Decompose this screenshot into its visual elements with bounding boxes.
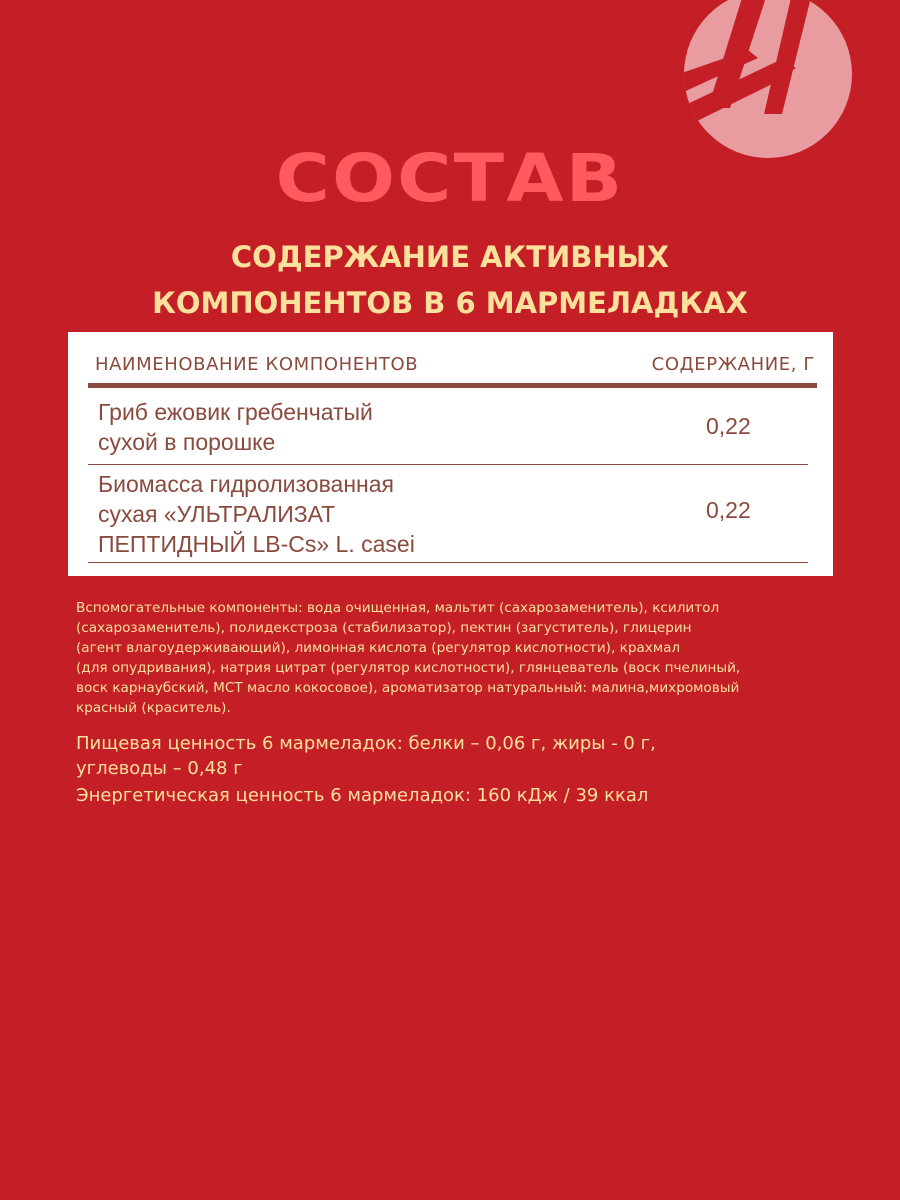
column-header-content: СОДЕРЖАНИЕ, Г: [651, 354, 815, 375]
table-row-name: [98, 469, 458, 559]
nutrition-value: [76, 731, 836, 781]
table-row-value: 0,22: [706, 413, 751, 439]
aux-line: красный (краситель).: [76, 700, 231, 716]
subtitle-line: КОМПОНЕНТОВ В 6 МАРМЕЛАДКАХ: [152, 286, 748, 320]
components-table: [68, 332, 833, 576]
brand-logo-icon: [684, 0, 852, 158]
aux-line: воск карнаубский, МСТ масло кокосовое), ароматизатор натуральный: малина,михромовый: [76, 680, 740, 696]
table-row-name: [98, 397, 458, 457]
aux-line: Вспомогательные компоненты: вода очищенная, мальтит (сахарозаменитель), ксилитол: [76, 600, 720, 616]
energy-value: Энергетическая ценность 6 мармеладок: 160 кДж / 39 ккал: [76, 785, 649, 806]
page-title: СОСТАВ: [275, 140, 625, 217]
column-header-name: НАИМЕНОВАНИЕ КОМПОНЕНТОВ: [95, 354, 419, 375]
aux-line: (сахарозаменитель), полидекстроза (стабилизатор), пектин (загуститель), глицерин: [76, 620, 692, 636]
nutrition-line: Пищевая ценность 6 мармеладок: белки – 0,06 г, жиры - 0 г,: [76, 733, 656, 754]
cell-text-line: сухая «УЛЬТРАЛИЗАТ: [98, 501, 336, 527]
cell-text-line: ПЕПТИДНЫЙ LB-Cs» L. casei: [98, 531, 415, 557]
aux-line: (агент влагоудерживающий), лимонная кислота (регулятор кислотности), крахмал: [76, 640, 681, 656]
nutrition-line: углеводы – 0,48 г: [76, 758, 243, 779]
aux-line: (для опудривания), натрия цитрат (регулятор кислотности), глянцеватель (воск пчелиный,: [76, 660, 741, 676]
subtitle: [0, 234, 900, 326]
row-divider: [88, 562, 808, 563]
row-divider: [88, 464, 808, 465]
cell-text-line: Гриб ежовик гребенчатый: [98, 399, 373, 425]
header-divider: [88, 383, 817, 388]
table-row-value: 0,22: [706, 497, 751, 523]
cell-text-line: Биомасса гидролизованная: [98, 471, 395, 497]
cell-text-line: сухой в порошке: [98, 429, 276, 455]
subtitle-line: СОДЕРЖАНИЕ АКТИВНЫХ: [230, 240, 670, 274]
auxiliary-components: [76, 598, 826, 718]
